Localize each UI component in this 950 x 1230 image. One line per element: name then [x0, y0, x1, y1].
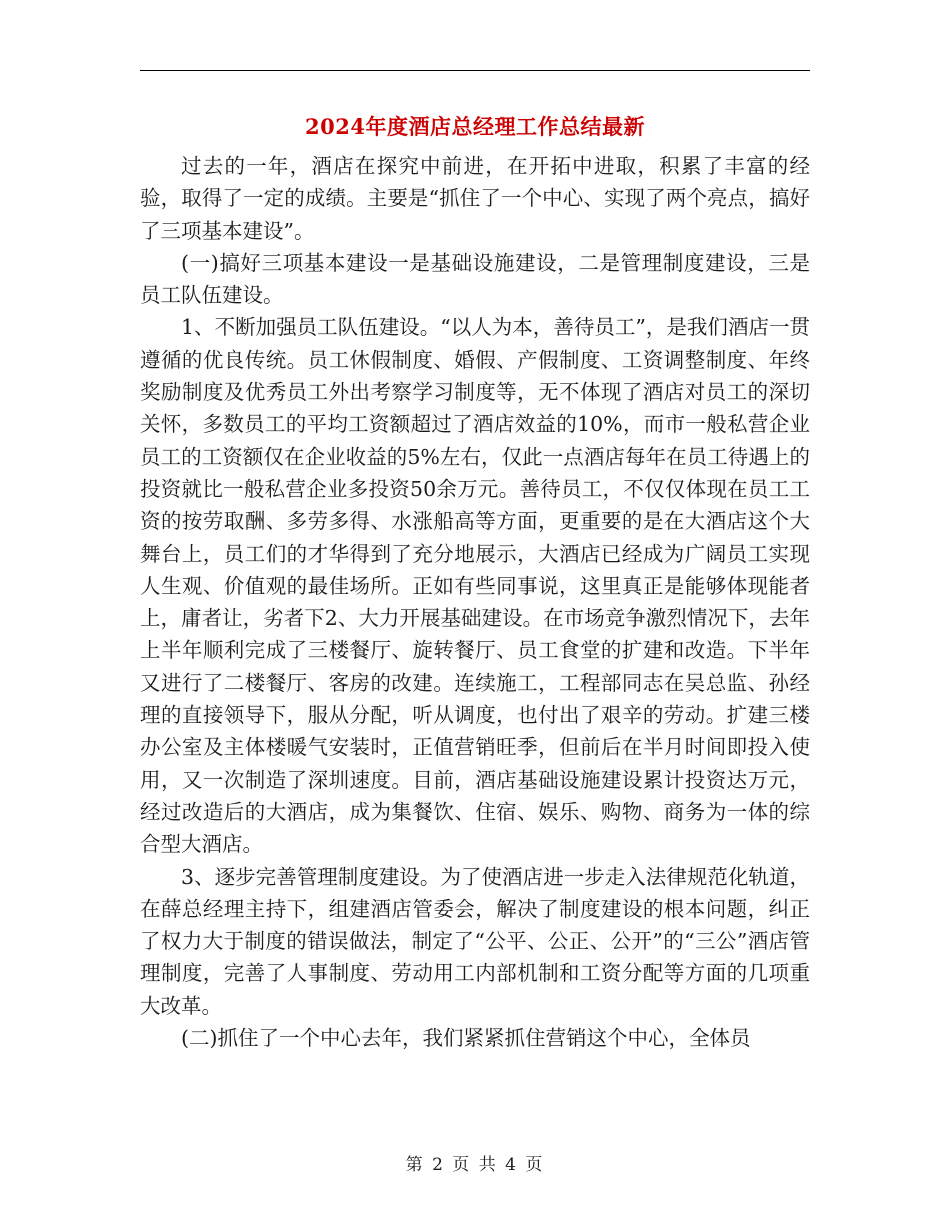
page-footer: 第 2 页 共 4 页 [405, 1155, 545, 1175]
document-title: 2024年度酒店总经理工作总结最新 [305, 114, 645, 139]
paragraph-section-two: (二)抓住了一个中心去年，我们紧紧抓住营销这个中心，全体员 [181, 1026, 751, 1051]
paragraph-management-system: 3、逐步完善管理制度建设。为了使酒店进一步走入法律规范化轨道，在薛总经理主持下，组建酒店管委会，解决了制度建设的根本问题，纠正了权力大于制度的错误做法，制定了“公平、公正、公开”的“三公”酒店管理制度，完善了人事制度、劳动用工内部机制和工资分配等方面的几项重大改革。 [140, 864, 810, 1018]
document-body [140, 150, 810, 1054]
paragraph-section-one: (一)搞好三项基本建设一是基础设施建设，二是管理制度建设，三是员工队伍建设。 [140, 250, 810, 308]
paragraph-intro: 过去的一年，酒店在探究中前进，在开拓中进取，积累了丰富的经验，取得了一定的成绩。主要是“抓住了一个中心、实现了两个亮点，搞好了三项基本建设”。 [140, 154, 810, 243]
paragraph-staff-building: 1、不断加强员工队伍建设。“以人为本，善待员工”，是我们酒店一贯遵循的优良传统。员工休假制度、婚假、产假制度、工资调整制度、年终奖励制度及优秀员工外出考察学习制度等，无不体现了酒店对员工的深切关怀，多数员工的平均工资额超过了酒店效益的10%，而市一般私营企业员工的工资额仅在企业收益的5%左右，仅此一点酒店每年在员工待遇上的投资就比一般私营企业多投资50余万元。善待员工，不仅仅体现在员工工资的按劳取酬、多劳多得、水涨船高等方面，更重要的是在大酒店这个大舞台上，员工们的才华得到了充分地展示，大酒店已经成为广阔员工实现人生观、价值观的最佳场所。正如有些同事说，这里真正是能够体现能者上，庸者让，劣者下2、大力开展基础建设。在市场竞争激烈情况下，去年上半年顺利完成了三楼餐厅、旋转餐厅、员工食堂的扩建和改造。下半年又进行了二楼餐厅、客房的改建。连续施工，工程部同志在吴总监、孙经理的直接领导下，服从分配，听从调度，也付出了艰辛的劳动。扩建三楼办公室及主体楼暖气安装时，正值营销旺季，但前后在半月时间即投入使用，又一次制造了深圳速度。目前，酒店基础设施建设累计投资达万元，经过改造后的大酒店，成为集餐饮、住宿、娱乐、购物、商务为一体的综合型大酒店。 [140, 315, 810, 857]
header-rule [140, 70, 810, 71]
